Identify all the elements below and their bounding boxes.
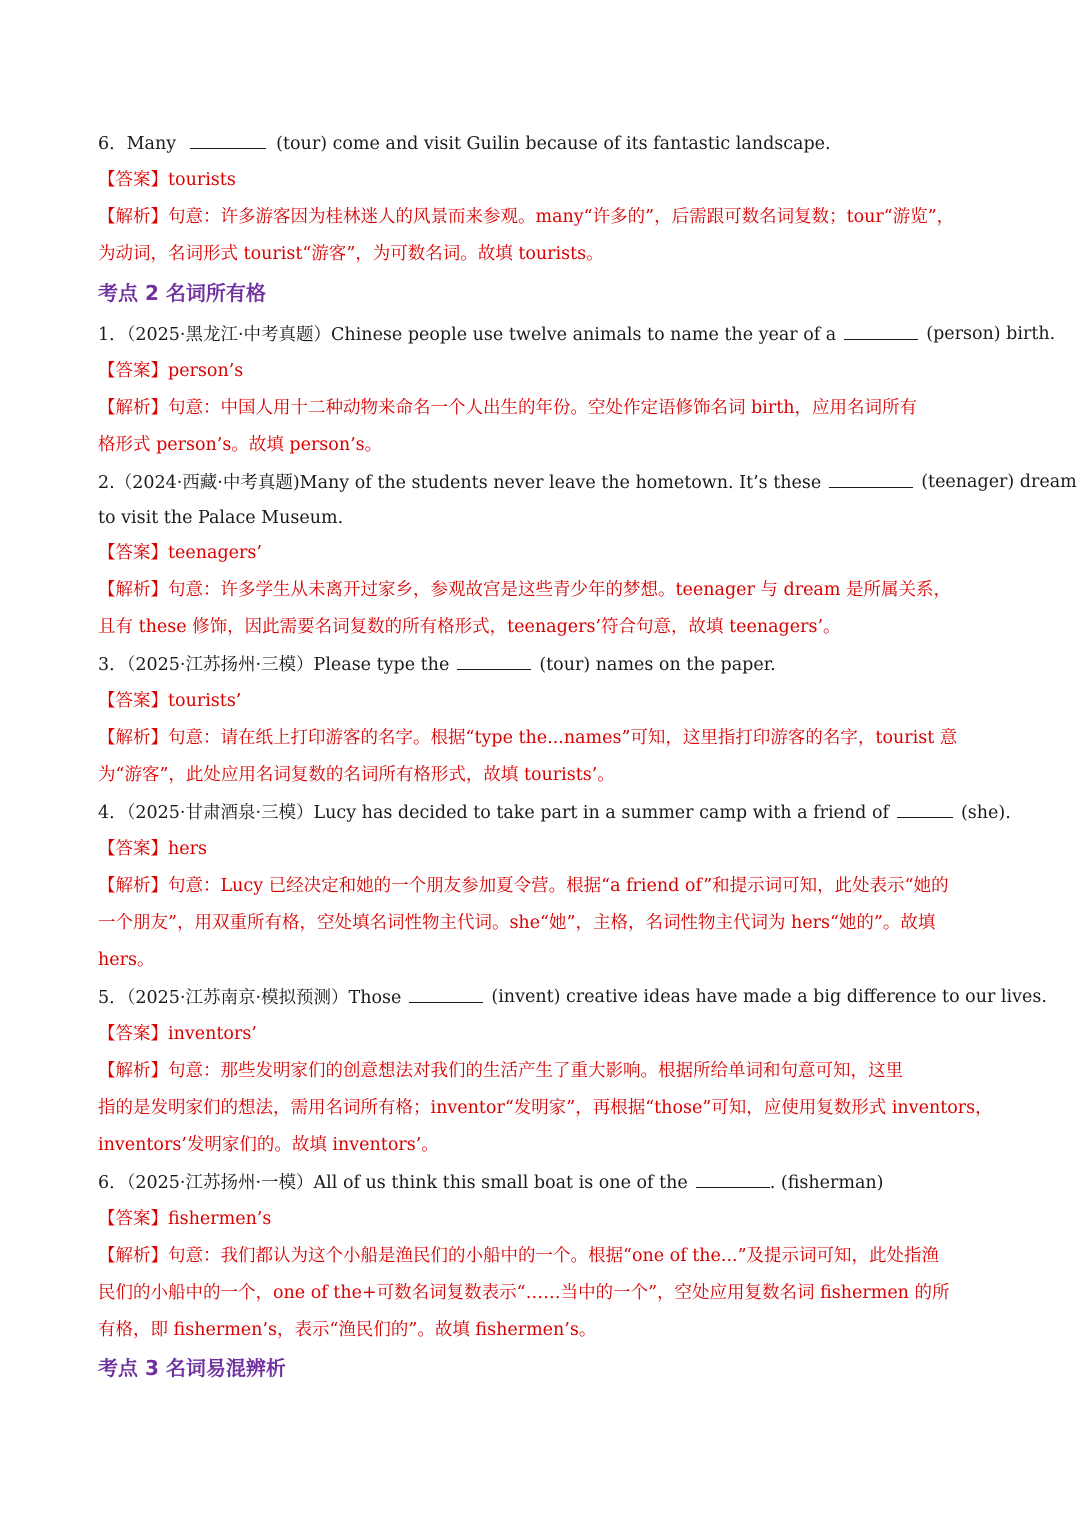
question-line: 2.（2024·西藏·中考真题)Many of the students never leave the hometown. It’s these (teenager) dream (98, 472, 1077, 493)
answer-line: 【答案】tourists’ (98, 691, 242, 711)
explanation-line: 一个朋友”，用双重所有格，空处填名词性物主代词。she“她”，主格，名词性物主代词为 hers“她的”。故填 (98, 913, 936, 933)
explanation-line: 【解析】句意：请在纸上打印游客的名字。根据“type the...names”可知，这里指打印游客的名字，tourist 意 (98, 728, 958, 748)
explanation-line: 民们的小船中的一个，one of the+可数名词复数表示“……当中的一个”，空处应用复数名词 fishermen 的所 (98, 1283, 950, 1303)
answer-blank (844, 322, 918, 340)
answer-blank (696, 1170, 770, 1188)
explanation-line: 格形式 person’s。故填 person’s。 (98, 435, 383, 455)
question-line: 6．（2025·江苏扬州·一模）All of us think this small boat is one of the . (fisherman) (98, 1170, 983, 1195)
answer-line: 【答案】tourists (98, 170, 236, 190)
explanation-line: inventors’发明家们的。故填 inventors’。 (98, 1135, 439, 1155)
section-heading: 考点 3 名词易混辨析 (98, 1356, 286, 1380)
question-line: 1．（2025·黑龙江·中考真题）Chinese people use twelve animals to name the year of a (person) birth. (98, 324, 1056, 345)
answer-line: 【答案】hers (98, 839, 207, 859)
question-line: 3．（2025·江苏扬州·三模）Please type the (tour) names on the paper. (98, 652, 983, 677)
answer-blank (897, 800, 953, 818)
question-line: 5．（2025·江苏南京·模拟预测）Those (invent) creative ideas have made a big difference to our lives. (98, 987, 1047, 1008)
explanation-line: 【解析】句意：我们都认为这个小船是渔民们的小船中的一个。根据“one of the...”及提示词可知，此处指渔 (98, 1246, 940, 1266)
explanation-line: 【解析】句意：许多游客因为桂林迷人的风景而来参观。many“许多的”，后需跟可数名词复数；tour“游览”， (98, 207, 955, 227)
question-line: to visit the Palace Museum. (98, 508, 344, 528)
answer-line: 【答案】teenagers’ (98, 543, 262, 563)
answer-blank (457, 652, 531, 670)
explanation-line: 且有 these 修饰，因此需要名词复数的所有格形式，teenagers’符合句意，故填 teenagers’。 (98, 617, 841, 637)
explanation-line: 【解析】句意：Lucy 已经决定和她的一个朋友参加夏令营。根据“a friend of”和提示词可知，此处表示“她的 (98, 876, 949, 896)
answer-blank (190, 131, 266, 149)
answer-line: 【答案】inventors’ (98, 1024, 257, 1044)
answer-blank (829, 470, 913, 488)
explanation-line: hers。 (98, 950, 155, 970)
explanation-line: 为“游客”，此处应用名词复数的名词所有格形式，故填 tourists’。 (98, 765, 615, 785)
answer-line: 【答案】person’s (98, 361, 244, 381)
explanation-line: 【解析】句意：那些发明家们的创意想法对我们的生活产生了重大影响。根据所给单词和句意可知，这里 (98, 1061, 903, 1081)
answer-line: 【答案】fishermen’s (98, 1209, 272, 1229)
explanation-line: 【解析】句意：许多学生从未离开过家乡，参观故宫是这些青少年的梦想。teenager 与 dream 是所属关系， (98, 580, 952, 600)
question-line: 4．（2025·甘肃酒泉·三模）Lucy has decided to take part in a summer camp with a friend of (she). (98, 800, 983, 825)
explanation-line: 有格，即 fishermen’s，表示“渔民们的”。故填 fishermen’s。 (98, 1320, 597, 1340)
explanation-line: 指的是发明家们的想法，需用名词所有格；inventor“发明家”，再根据“those”可知，应使用复数形式 inventors， (98, 1098, 993, 1118)
explanation-line: 【解析】句意：中国人用十二种动物来命名一个人出生的年份。空处作定语修饰名词 birth，应用名词所有 (98, 398, 918, 418)
section-heading: 考点 2 名词所有格 (98, 281, 266, 305)
question-line: 6．Many (tour) come and visit Guilin because of its fantastic landscape. (98, 131, 983, 156)
explanation-line: 为动词，名词形式 tourist“游客”，为可数名词。故填 tourists。 (98, 244, 604, 264)
answer-blank (409, 985, 483, 1003)
